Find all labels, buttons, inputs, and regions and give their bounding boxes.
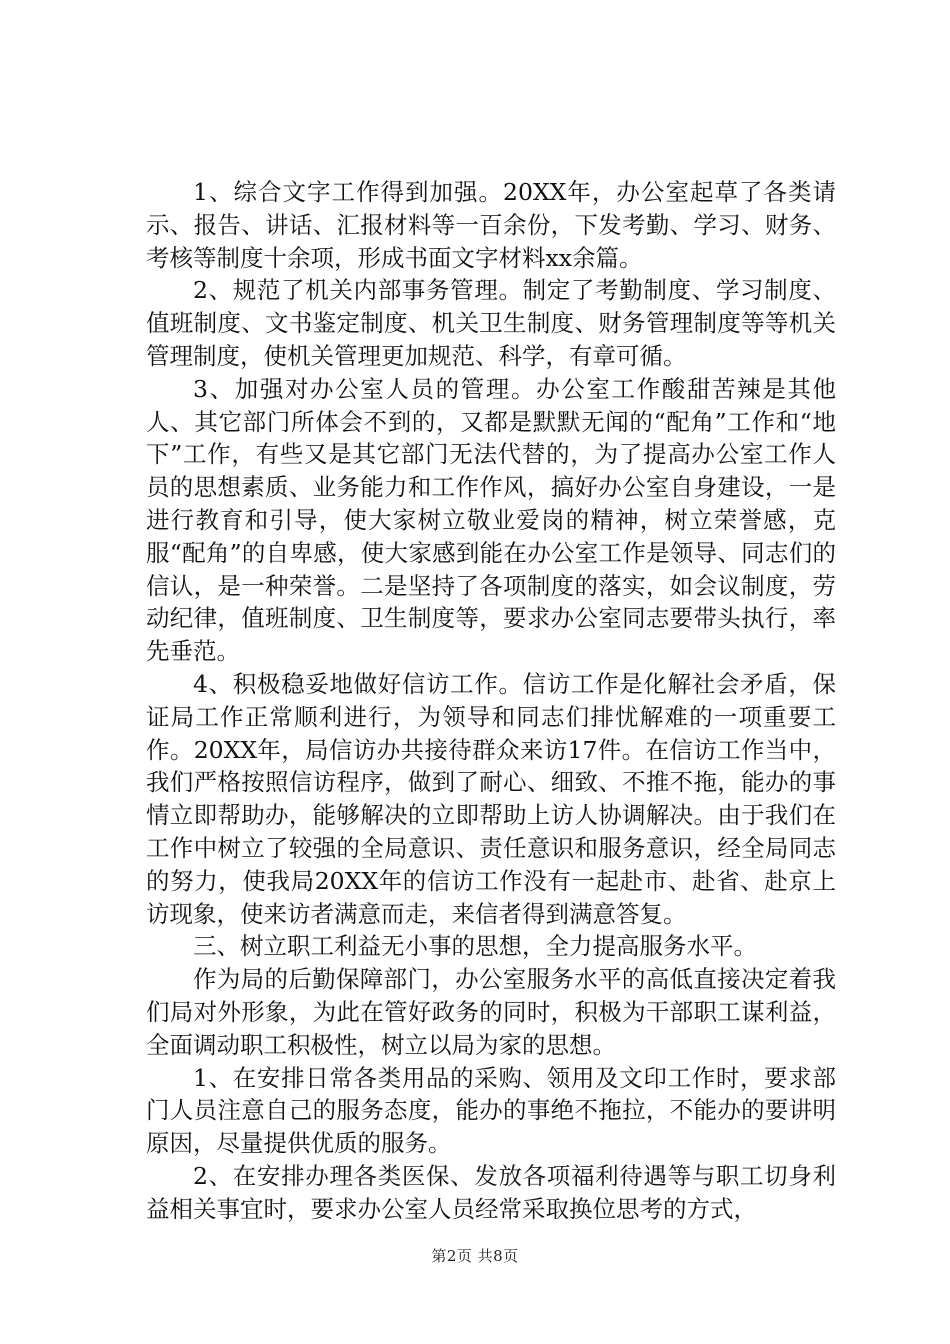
section-heading-3: 三、树立职工利益无小事的思想，全力提高服务水平。 xyxy=(193,932,757,961)
page-number-footer: 第2页 共8页 xyxy=(431,1247,519,1265)
paragraph-6: 作为局的后勤保障部门，办公室服务水平的高低直接决定着我们局对外形象，为此在管好政务的同时，积极为干部职工谋利益，全面调动职工积极性，树立以局为家的思想。 xyxy=(146,965,836,1059)
paragraph-4: 4、积极稳妥地做好信访工作。信访工作是化解社会矛盾，保证局工作正常顺利进行，为领导和同志们排忧解难的一项重要工作。20XX年，局信访办共接待群众来访17件。在信访工作当中，我们严格按照信访程序，做到了耐心、细致、不推不拖，能办的事情立即帮助办，能够解决的立即帮助上访人协调解决。由于我们在工作中树立了较强的全局意识、责任意识和服务意识，经全局同志的努力，使我局20XX年的信访工作没有一起赴市、赴省、赴京上访现象，使来访者满意而走，来信者得到满意答复。 xyxy=(146,669,836,928)
paragraph-3: 3、加强对办公室人员的管理。办公室工作酸甜苦辣是其他人、其它部门所体会不到的，又都是默默无闻的“配角”工作和“地下”工作，有些又是其它部门无法代替的，为了提高办公室工作人员的思想素质、业务能力和工作作风，搞好办公室自身建设，一是进行教育和引导，使大家树立敬业爱岗的精神，树立荣誉感，克服“配角”的自卑感，使大家感到能在办公室工作是领导、同志们的信认，是一种荣誉。二是坚持了各项制度的落实，如会议制度，劳动纪律，值班制度、卫生制度等，要求办公室同志要带头执行，率先垂范。 xyxy=(146,374,836,666)
paragraph-7: 1、在安排日常各类用品的采购、领用及文印工作时，要求部门人员注意自己的服务态度，能办的事绝不拖拉，不能办的要讲明原因，尽量提供优质的服务。 xyxy=(146,1063,836,1158)
paragraph-2: 2、规范了机关内部事务管理。制定了考勤制度、学习制度、值班制度、文书鉴定制度、机关卫生制度、财务管理制度等等机关管理制度，使机关管理更加规范、科学，有章可循。 xyxy=(146,276,836,370)
document-body xyxy=(146,176,836,1226)
paragraph-1: 1、综合文字工作得到加强。20XX年，办公室起草了各类请示、报告、讲话、汇报材料等一百余份，下发考勤、学习、财务、考核等制度十余项，形成书面文字材料xx余篇。 xyxy=(146,178,836,272)
paragraph-8: 2、在安排办理各类医保、发放各项福利待遇等与职工切身利益相关事宜时，要求办公室人员经常采取换位思考的方式， xyxy=(146,1161,836,1223)
